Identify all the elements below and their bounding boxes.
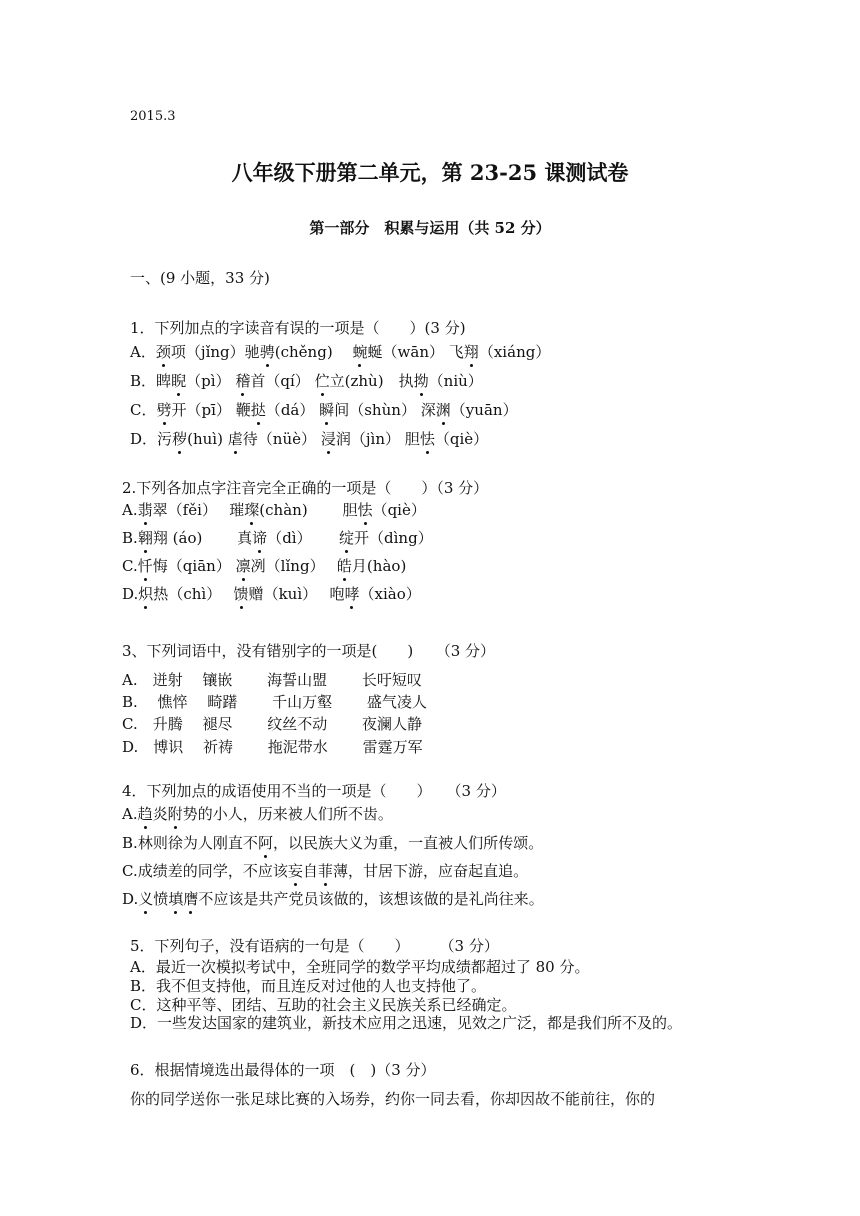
q5-option-c: C．这种平等、团结、互助的社会主义民族关系已经确定。 [130, 996, 517, 1014]
emphasis-dot-char: 颈 [155, 343, 171, 361]
emphasis-dot-char: 妄 [287, 862, 303, 880]
emphasis-dot-char: 怯 [357, 501, 373, 519]
q5-option-d: D．一些发达国家的建筑业，新技术应用之迅速，见效之广泛，都是我们所不及的。 [130, 1014, 683, 1032]
emphasis-dot-char: 附 [167, 805, 183, 823]
emphasis-dot-char: 翔 [463, 343, 479, 361]
q1-option-b: B．睥睨（pì） 稽首（qí） 伫立(zhù) 执拗（niù） [130, 372, 483, 390]
q2-option-c: C.忏悔（qiān） 凛冽（lǐng） 皓月(hào) [122, 557, 407, 575]
emphasis-dot-char: 皓 [336, 557, 352, 575]
q4-option-d: D.义愤填膺不应该是共产党员该做的，该想该做的是礼尚往来。 [122, 890, 544, 908]
q1-option-c: C．劈开（pī） 鞭挞（dá） 瞬间（shùn） 深渊（yuān） [130, 401, 518, 419]
q2-option-a: A.翡翠（fěi） 璀璨(chàn) 胆怯（qiè） [122, 501, 426, 519]
q6-stem: 6．根据情境选出最得体的一项 ( )（3 分） [130, 1061, 436, 1079]
part-heading: 第一部分 积累与运用（共 52 分） [309, 219, 551, 237]
emphasis-dot-char: 菲 [317, 862, 333, 880]
q2-option-d: D.炽热（chì） 馈赠（kuì） 咆哮（xiào） [122, 585, 421, 603]
emphasis-dot-char: 瞬 [319, 401, 335, 419]
emphasis-dot-char: 劈 [156, 401, 172, 419]
q4-option-b: B.林则徐为人刚直不阿，以民族大义为重，一直被人们所传颂。 [122, 834, 544, 852]
q5-option-b: B．我不但支持他，而且连反对过他的人也支持他了。 [130, 977, 487, 995]
emphasis-dot-char: 趋 [137, 805, 153, 823]
emphasis-dot-char: 秽 [172, 430, 188, 448]
emphasis-dot-char: 填 [168, 890, 184, 908]
emphasis-dot-char: 炽 [138, 585, 154, 603]
exam-title: 八年级下册第二单元，第 23-25 课测试卷 [231, 160, 629, 185]
emphasis-dot-char: 渊 [435, 401, 451, 419]
emphasis-dot-char: 睨 [171, 372, 187, 390]
q3-option-a: A. 迸射 镶嵌 海誓山盟 长吁短叹 [122, 671, 422, 689]
q4-stem: 4．下列加点的成语使用不当的一项是（ ） （3 分） [122, 782, 506, 800]
q1-option-d: D．污秽(huì) 虐待（nüè） 浸润（jìn） 胆怯（qiè） [130, 430, 489, 448]
section-heading: 一、(9 小题，33 分) [130, 269, 270, 287]
exam-date: 2015.3 [130, 109, 176, 124]
emphasis-dot-char: 忏 [137, 557, 153, 575]
emphasis-dot-char: 阿 [257, 834, 273, 852]
emphasis-dot-char: 翡 [137, 501, 153, 519]
q3-option-c: C. 升腾 褪尽 纹丝不动 夜澜人静 [122, 715, 423, 733]
emphasis-dot-char: 怯 [419, 430, 435, 448]
emphasis-dot-char: 虐 [227, 430, 243, 448]
emphasis-dot-char: 馈 [233, 585, 249, 603]
emphasis-dot-char: 膺 [183, 890, 199, 908]
emphasis-dot-char: 蜿 [352, 343, 368, 361]
q1-option-a: A．颈项（jǐng）驰骋(chěng) 蜿蜒（wān） 飞翔（xiáng） [130, 343, 551, 361]
q6-text: 你的同学送你一张足球比赛的入场券，约你一同去看，你却因故不能前往，你的 [130, 1090, 656, 1108]
q4-option-a: A.趋炎附势的小人，历来被人们所不齿。 [122, 805, 393, 823]
q2-option-b: B.翱翔 (áo) 真谛（dì） 绽开（dìng） [122, 529, 433, 547]
emphasis-dot-char: 挞 [250, 401, 266, 419]
emphasis-dot-char: 稽 [235, 372, 251, 390]
emphasis-dot-char: 凛 [235, 557, 251, 575]
emphasis-dot-char: 谛 [252, 529, 268, 547]
q3-option-b: B. 憔悴 畸躇 千山万壑 盛气凌人 [122, 693, 427, 711]
emphasis-dot-char: 伫 [314, 372, 330, 390]
q1-stem: 1．下列加点的字读音有误的一项是（ ）(3 分) [130, 319, 466, 337]
emphasis-dot-char: 拗 [413, 372, 429, 390]
emphasis-dot-char: 翱 [137, 529, 153, 547]
q5-option-a: A．最近一次模拟考试中，全班同学的数学平均成绩都超过了 80 分。 [130, 958, 590, 976]
q3-option-d: D. 博识 祈祷 拖泥带水 雷霆万军 [122, 738, 423, 756]
q5-stem: 5．下列句子，没有语病的一句是（ ） （3 分） [130, 937, 499, 955]
emphasis-dot-char: 绽 [338, 529, 354, 547]
emphasis-dot-char: 浸 [320, 430, 336, 448]
q4-option-c: C.成绩差的同学，不应该妄自菲薄，甘居下游，应奋起直追。 [122, 862, 529, 880]
q3-stem: 3、下列词语中，没有错别字的一项是( ) （3 分） [122, 642, 496, 660]
emphasis-dot-char: 骋 [259, 343, 275, 361]
q2-stem: 2.下列各加点字注音完全正确的一项是（ ）（3 分） [122, 479, 489, 497]
emphasis-dot-char: 义 [138, 890, 154, 908]
emphasis-dot-char: 璨 [244, 501, 260, 519]
emphasis-dot-char: 哮 [344, 585, 360, 603]
